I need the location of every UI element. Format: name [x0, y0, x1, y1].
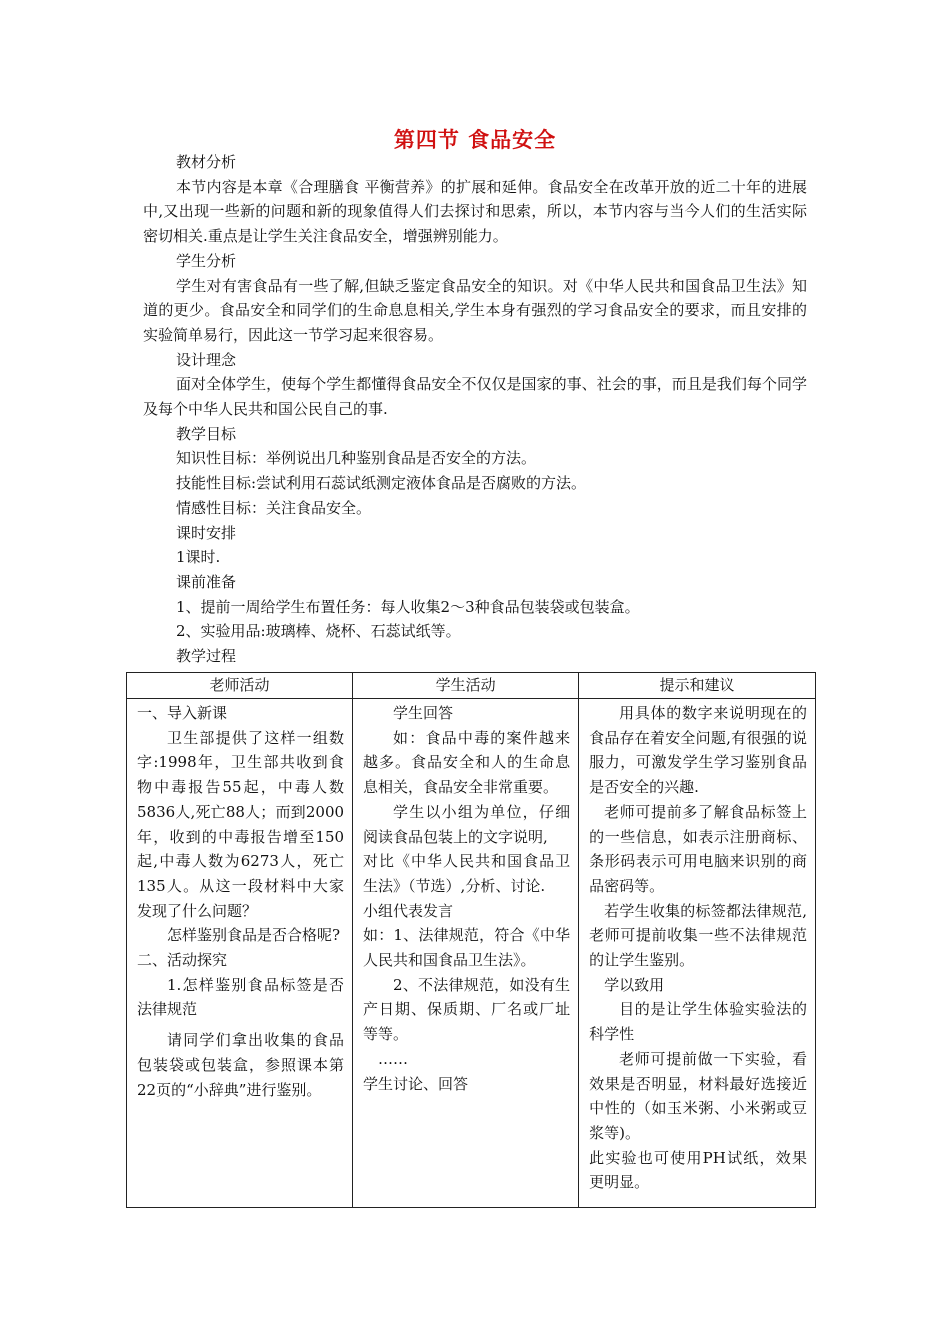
- concept-body: 面对全体学生，使每个学生都懂得食品安全不仅仅是国家的事、社会的事，而且是我们每个同学及每个中华人民共和国公民自己的事.: [143, 375, 807, 419]
- concept-heading: 设计理念: [176, 350, 237, 369]
- table-header-row: [127, 673, 816, 699]
- answer-heading: 学生回答: [393, 704, 454, 722]
- tip-1: 用具体的数字来说明现在的食品存在着安全问题,有很强的说服力，可激发学生学习鉴别食品是否安全的兴趣.: [589, 704, 807, 797]
- explore-item-1-body: 请同学们拿出收集的食品包装袋或包装盒，参照课本第22页的“小辞典”进行鉴别。: [137, 1031, 345, 1099]
- explore-heading: 二、活动探究: [137, 951, 228, 970]
- ellipsis: ……: [378, 1049, 409, 1068]
- schedule-body: 1课时.: [176, 548, 221, 567]
- explore-item-1: 1.怎样鉴别食品标签是否法律规范: [137, 975, 345, 1019]
- tip-5: 目的是让学生体验实验法的科学性: [589, 1000, 807, 1044]
- knowledge-goal: 知识性目标：举例说出几种鉴别食品是否安全的方法。: [176, 449, 537, 468]
- page-title: 第四节 食品安全: [393, 128, 557, 152]
- header-tips: 提示和建议: [579, 673, 816, 699]
- tip-2: 老师可提前多了解食品标签上的一些信息，如表示注册商标、条形码表示可用电脑来识别的商品密码等。: [589, 802, 807, 895]
- student-heading: 学生分析: [176, 251, 237, 270]
- textbook-heading: 教材分析: [176, 153, 237, 171]
- rep-item-2: 2、不法律规范，如没有生产日期、保质期、厂名或厂址等等。: [363, 975, 571, 1044]
- skill-goal: 技能性目标:尝试利用石蕊试纸测定液体食品是否腐败的方法。: [176, 474, 587, 493]
- schedule-heading: 课时安排: [176, 523, 237, 542]
- rep-item-1: 如：1、法律规范，符合《中华人民共和国食品卫生法》。: [363, 926, 571, 970]
- discuss: 学生讨论、回答: [363, 1074, 469, 1093]
- teacher-activity-cell: [127, 699, 353, 1208]
- compare-body: 对比《中华人民共和国食品卫生法》（节选）,分析、讨论.: [363, 852, 571, 895]
- prep-item-2: 2、实验用品:玻璃棒、烧杯、石蕊试纸等。: [176, 622, 461, 641]
- teaching-process-table: [126, 672, 816, 1208]
- emotion-goal: 情感性目标：关注食品安全。: [176, 498, 372, 517]
- tips-cell: [579, 699, 816, 1208]
- tip-4: 学以致用: [604, 975, 665, 994]
- prep-item-1: 1、提前一周给学生布置任务：每人收集2～3种食品包装袋或包装盒。: [176, 597, 640, 616]
- question: 怎样鉴别食品是否合格呢?: [167, 926, 341, 945]
- tip-7: 此实验也可使用PH试纸，效果更明显。: [589, 1148, 807, 1192]
- tip-6: 老师可提前做一下实验，看效果是否明显，材料最好选接近中性的（如玉米粥、小米粥或豆浆等)。: [589, 1049, 807, 1142]
- group-body: 学生以小组为单位，仔细阅读食品包装上的文字说明,: [363, 802, 571, 846]
- process-heading: 教学过程: [176, 647, 237, 666]
- intro-body: 卫生部提供了这样一组数字:1998年，卫生部共收到食物中毒报告55起，中毒人数5836人,死亡88人；而到2000年，收到的中毒报告增至150起,中毒人数为6273人，死亡135人。从这一段材料中大家发现了什么问题？: [137, 728, 345, 920]
- prep-heading: 课前准备: [176, 572, 237, 591]
- header-student: 学生活动: [353, 673, 579, 699]
- goals-heading: 教学目标: [176, 424, 237, 443]
- rep-heading: 小组代表发言: [363, 901, 454, 920]
- table-row: [127, 699, 816, 1208]
- lesson-body: [143, 150, 807, 669]
- answer-body: 如：食品中毒的案件越来越多。食品安全和人的生命息息相关，食品安全非常重要。: [363, 728, 571, 797]
- textbook-body: 本节内容是本章《合理膳食 平衡营养》的扩展和延伸。食品安全在改革开放的近二十年的进展中,又出现一些新的问题和新的现象值得人们去探讨和思索，所以，本节内容与当今人们的生活实际密切相关.重点是让学生关注食品安全，增强辨别能力。: [143, 177, 807, 246]
- header-teacher: 老师活动: [127, 673, 353, 699]
- tip-3: 若学生收集的标签都法律规范,老师可提前收集一些不法律规范的让学生鉴别。: [589, 901, 807, 970]
- student-activity-cell: [353, 699, 579, 1208]
- student-body: 学生对有害食品有一些了解,但缺乏鉴定食品安全的知识。对《中华人民共和国食品卫生法》知道的更少。食品安全和同学们的生命息息相关,学生本身有强烈的学习食品安全的要求，而且安排的实验简单易行，因此这一节学习起来很容易。: [143, 276, 807, 344]
- intro-heading: 一、导入新课: [137, 704, 228, 722]
